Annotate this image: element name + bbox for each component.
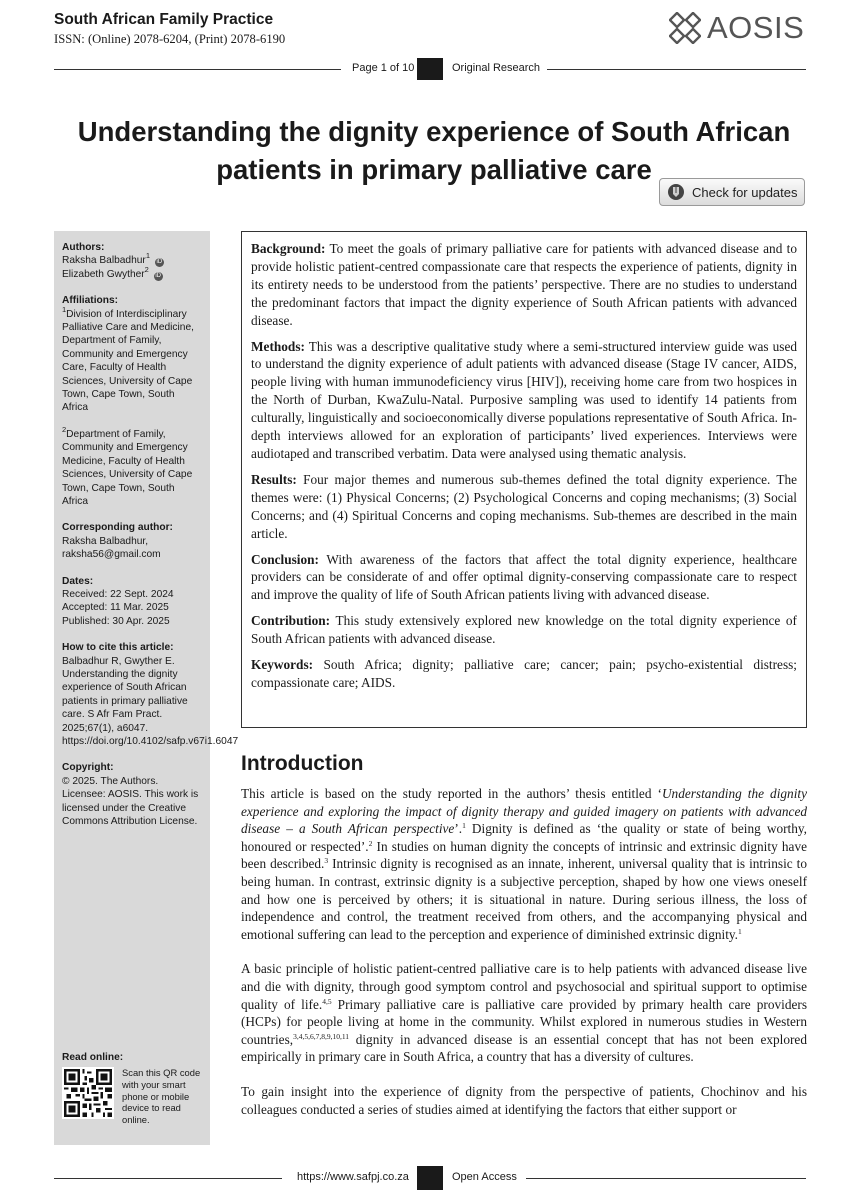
intro-paragraph-2 [241,960,807,1066]
affiliation-2 [62,424,202,508]
date-accepted: Accepted: 11 Mar. 2025 [62,602,169,614]
aosis-logo[interactable] [669,10,804,46]
journal-title: South African Family Practice [54,11,274,28]
author-1-affiliation-ref: 1 [145,251,150,261]
background-text: To meet the goals of primary palliative care for patients with advanced disease and to provide holistic patient-centred compassionate care that respects the experience of patients, dignity in its entirety needs to be understood from the patients’ perspective. There are no studies to understand the predominant factors that impact the dignity experience of South African patients with advanced disease. [251,241,797,328]
page-number: Page 1 of 10 [352,62,415,74]
corresponding-author-section [62,521,202,561]
keywords-label: Keywords: [251,657,314,673]
reference-marker[interactable]: 2 [368,838,373,848]
copyright-heading: Copyright: [62,762,114,774]
check-for-updates-button[interactable] [659,178,805,206]
intro-p1-part-d: In studies on human dignity the concepts of intrinsic and extrinsic dignity have been described. [241,838,807,872]
author-2 [62,264,202,281]
methods-label: Methods: [251,338,305,354]
introduction-heading: Introduction [241,752,364,775]
check-updates-icon [667,183,685,201]
affiliation-1-number: 1 [62,304,67,314]
citation-heading: How to cite this article: [62,642,174,654]
reference-marker[interactable]: 1 [738,926,742,936]
dates-section [62,575,202,629]
qr-code-icon[interactable] [62,1067,114,1119]
intro-p2-part-b: Primary palliative care is palliative care provided by primary health care providers (HCPs) for people living at home in the community. Whilst explored in numerous studies in Western countries, [241,996,807,1047]
footer-rule-left [54,1178,282,1179]
intro-p1-part-b: ’. [454,821,463,837]
abstract-contribution [251,612,797,648]
open-access-label: Open Access [452,1171,517,1183]
reference-marker[interactable]: 3 [324,856,329,866]
intro-p2-part-c: dignity in advanced disease is an essential concept that has not been explored empirically in primary care in South Africa, a country that has a diversity of cultures. [241,1031,807,1065]
affiliation-1-text: Division of Interdisciplinary Palliative Care and Medicine, Department of Family, Community and Emergency Care, Faculty of Health Sciences, University of Cape Town, Cape Town, South Africa [62,308,194,414]
intro-paragraph-1 [241,785,807,943]
intro-p2-part-a: A basic principle of holistic patient-centred palliative care is to help patients with advanced disease live and die with dignity, through good symptom control and psychosocial and spiritual support to optimise quality of life. [241,961,807,1012]
intro-p1-part-c: Dignity is defined as ‘the quality or state of being worthy, honoured or respected’. [241,821,807,854]
corresponding-author-email[interactable]: raksha56@gmail.com [62,549,161,561]
affiliations-section [62,294,202,508]
corresponding-author-name: Raksha Balbadhur, [62,535,149,547]
abstract-box [241,231,807,728]
abstract-methods [251,338,797,463]
footer-rule-right [526,1178,806,1179]
author-2-name: Elizabeth Gwyther [62,268,145,280]
date-received: Received: 22 Sept. 2024 [62,588,174,600]
corresponding-author-heading: Corresponding author: [62,522,173,534]
author-1-name: Raksha Balbadhur [62,255,146,267]
abstract-results [251,471,797,543]
abstract-keywords [251,656,797,692]
page-bar-rule-right [547,69,806,70]
read-online-text: Scan this QR code with your smart phone or mobile device to read online. [122,1067,201,1125]
article-title-line1: Understanding the dignity experience of South African [77,116,791,147]
dates-heading: Dates: [62,575,94,587]
methods-text: This was a descriptive qualitative study where a semi-structured interview guide was used to understand the dignity experience of adult patients with advanced disease (Stage IV cancer, AIDS, people living with human immunodeficiency virus [HIV]), receiving home care from two hospices in the North of Durban, KwaZulu-Natal. Purposive sampling was used to identify 14 patients from culturally, linguistically and socioeconomically diverse populations representative of South Africa. In-depth interviews allowed for an exploration of participants’ lived experiences. Interviews were audiotaped and transcribed verbatim. Data were analysed using thematic analysis. [251,338,797,461]
page-bar-rule-left [54,69,341,70]
footer-marker [417,1166,443,1190]
intro-paragraph-3: To gain insight into the experience of dignity from the perspective of patients, Chochinov and his colleagues conducted a series of studies aimed at identifying the factors that either support or [241,1083,807,1117]
authors-section [62,241,202,281]
page-bar-marker [417,58,443,80]
authors-heading: Authors: [62,242,105,253]
author-1 [62,251,202,267]
citation-section [62,641,239,748]
logo-text: AOSIS [707,10,805,45]
conclusion-text: With awareness of the factors that affect the total dignity experience, healthcare providers can be considerate of and offer optimal dignity-conserving compassionate care to respect and improve the quality of life of South African patients living with advanced disease. [251,551,797,603]
check-for-updates-label: Check for updates [692,184,798,200]
author-2-affiliation-ref: 2 [144,264,149,274]
read-online-heading: Read online: [62,1052,124,1063]
affiliation-2-text: Department of Family, Community and Emergency Medicine, Faculty of Health Sciences, University of Cape Town, Cape Town, South Africa [62,428,193,507]
reference-marker[interactable]: 4,5 [322,996,332,1006]
abstract-conclusion [251,551,797,605]
orcid-icon[interactable]: iD [156,259,163,266]
affiliation-2-number: 2 [62,424,67,434]
citation-text: Balbadhur R, Gwyther E. Understanding the dignity experience of South African patients in primary palliative care. S Afr Fam Pract. 2025;67(1), a6047. https://doi.org/10.4102/safp.v67i1.6047 [62,655,239,747]
read-online-section [62,1051,202,1125]
reference-marker[interactable]: 3,4,5,6,7,8,9,10,11 [293,1031,350,1041]
issn: ISSN: (Online) 2078-6204, (Print) 2078-6190 [54,32,286,46]
orcid-icon[interactable]: iD [155,272,162,279]
results-text: Four major themes and numerous sub-themes defined the total dignity experience. The themes were: (1) Physical Concerns; (2) Psychological Concerns and coping mechanisms; (3) Social Concerns; and (4) Spiritual Concerns and coping mechanisms. Sub-themes are described in the main article. [251,471,798,541]
footer-bar [54,1166,806,1190]
results-label: Results: [251,471,297,487]
article-section: Original Research [452,62,541,74]
aosis-logo-icon [669,12,701,44]
copyright-section [62,761,202,828]
copyright-text: © 2025. The Authors. Licensee: AOSIS. This work is licensed under the Creative Commons Attribution License. [62,775,199,828]
contribution-label: Contribution: [251,613,331,629]
affiliations-heading: Affiliations: [62,295,119,307]
article-info-sidebar [54,231,239,1145]
intro-p1-part-a: This article is based on the study reported in the authors’ thesis entitled ‘ [241,786,662,801]
contribution-text: This study extensively explored new knowledge on the total dignity experience of South African patients with advanced disease. [251,613,797,647]
page-bar [54,58,806,80]
keywords-text: South Africa; dignity; palliative care; cancer; pain; psycho-existential distress; compassionate care; AIDS. [251,657,798,690]
intro-p1-part-e: Intrinsic dignity is recognised as an innate, inherent, universal quality that is intrinsic to being human. In contrast, extrinsic dignity is a subjective perception, shaped by how one views oneself and how one is perceived by others; it is situational in nature. During serious illness, the loss of independence and control, the treatment received from others, and the accompanying physical and emotional suffering can lead to the perception and experience of diminished extrinsic dignity. [241,856,807,942]
article-title-line2: patients in primary palliative care [216,154,652,185]
introduction-body [241,785,807,1135]
thesis-title: Understanding the dignity experience and exploring the impact of dignity therapy and guided imagery on patients with advanced disease – a South African perspective [241,786,807,837]
affiliation-1 [62,304,202,415]
background-label: Background: [251,241,326,256]
conclusion-label: Conclusion: [251,551,319,567]
reference-marker[interactable]: 1 [462,821,466,831]
journal-url[interactable]: https://www.safpj.co.za [297,1171,409,1183]
abstract-background [251,240,797,330]
date-published: Published: 30 Apr. 2025 [62,615,170,627]
